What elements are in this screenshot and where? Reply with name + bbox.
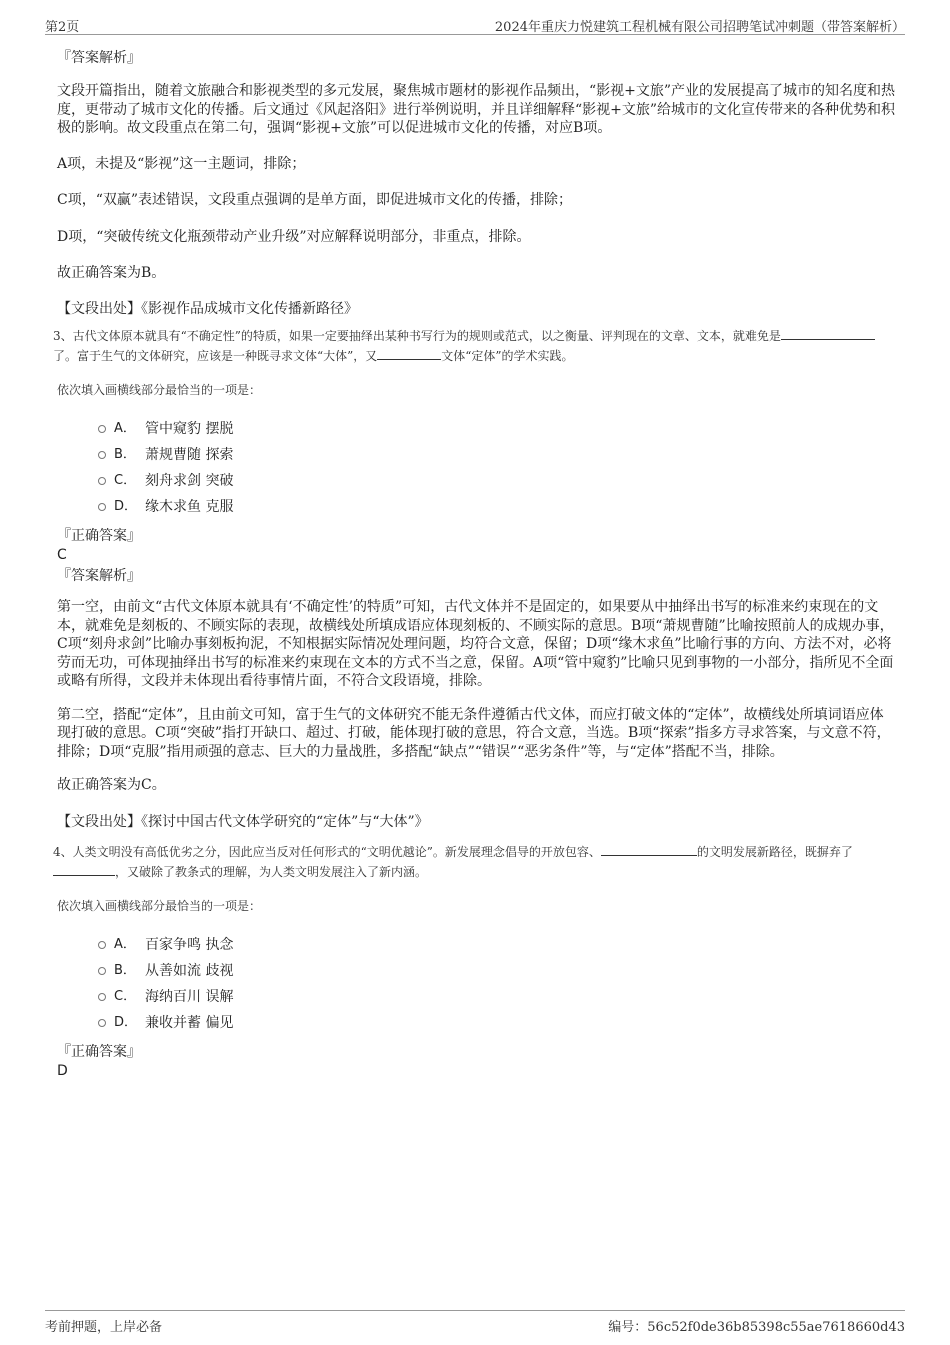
q2-analysis-paragraph-1: 文段开篇指出，随着文旅融合和影视类型的多元发展，聚焦城市题材的影视作品频出，“影视+文旅”产业的发展提高了城市的知名度和热度，更带动了城市文化的传播。后文通过《风起洛阳》进行举例说明，并且详细解释“影视+文旅”给城市的文化宣传带来的各种优势和积极的影响。故文段重点在第二句，强调“影视+文旅”可以促进城市文化的传播，对应B项。 <box>57 83 896 136</box>
option-text: 兼收并蓄 偏见 <box>145 1015 234 1031</box>
q4-options <box>57 932 897 1036</box>
q4-blank-2 <box>53 863 115 876</box>
document-title: 2024年重庆力悦建筑工程机械有限公司招聘笔试冲刺题（带答案解析） <box>494 20 905 35</box>
option-text: 萧规曹随 探索 <box>145 447 234 463</box>
option-text: 缘木求鱼 克服 <box>145 499 234 515</box>
q3-analysis-paragraph-3: 故正确答案为C。 <box>57 777 166 793</box>
q4-option-b[interactable] <box>57 958 897 984</box>
radio-icon[interactable] <box>98 967 106 975</box>
q3-stem <box>53 326 897 366</box>
option-letter: C． <box>114 989 137 1004</box>
q3-instruction: 依次填入画横线部分最恰当的一项是： <box>57 383 262 397</box>
q2-analysis-paragraph-3: C项，“双赢”表述错误，文段重点强调的是单方面，即促进城市文化的传播，排除； <box>57 192 573 208</box>
q3-correct-answer: C <box>57 547 67 563</box>
option-letter: C． <box>114 473 137 488</box>
q3-stem-part1: 3、古代文体原本就具有“不确定性”的特质，如果一定要抽绎出某种书写行为的规则或范式，以之衡量、评判现在的文章、文本，就难免是 <box>53 329 781 343</box>
page-content <box>53 44 897 1080</box>
option-text: 海纳百川 误解 <box>145 989 234 1005</box>
radio-icon[interactable] <box>98 941 106 949</box>
option-letter: D． <box>114 1015 138 1030</box>
radio-icon[interactable] <box>98 451 106 459</box>
q3-option-a[interactable] <box>57 416 897 442</box>
q3-stem-part3: 文体“定体”的学术实践。 <box>441 349 574 363</box>
q3-correct-label: 『正确答案』 <box>57 528 141 544</box>
option-text: 百家争鸣 执念 <box>145 937 234 953</box>
q4-correct-answer: D <box>57 1063 68 1079</box>
radio-icon[interactable] <box>98 1019 106 1027</box>
q3-blank-1 <box>781 327 875 340</box>
q3-option-c[interactable] <box>57 468 897 494</box>
q3-source: 【文段出处】《探讨中国古代文体学研究的“定体”与“大体”》 <box>57 813 429 830</box>
q3-options <box>57 416 897 520</box>
option-letter: B． <box>114 447 136 462</box>
q3-blank-2 <box>377 347 441 360</box>
option-letter: A． <box>114 421 136 436</box>
q4-stem <box>53 842 897 882</box>
option-letter: B． <box>114 963 136 978</box>
option-letter: D． <box>114 499 138 514</box>
q4-correct-label: 『正确答案』 <box>57 1044 141 1060</box>
q4-instruction: 依次填入画横线部分最恰当的一项是： <box>57 899 262 913</box>
radio-icon[interactable] <box>98 993 106 1001</box>
q4-stem-part1: 4、人类文明没有高低优劣之分，因此应当反对任何形式的“文明优越论”。新发展理念倡导的开放包容、 <box>53 845 601 859</box>
q4-blank-1 <box>601 843 697 856</box>
q3-analysis-label: 『答案解析』 <box>57 568 141 584</box>
q2-source: 【文段出处】《影视作品成城市文化传播新路径》 <box>57 300 358 317</box>
q4-option-d[interactable] <box>57 1010 897 1036</box>
q3-option-d[interactable] <box>57 494 897 520</box>
option-text: 从善如流 歧视 <box>145 963 234 979</box>
q4-stem-part3: ，又破除了教条式的理解，为人类文明发展注入了新内涵。 <box>115 865 428 879</box>
q4-option-a[interactable] <box>57 932 897 958</box>
footer-slogan: 考前押题，上岸必备 <box>45 1320 163 1335</box>
option-text: 管中窥豹 摆脱 <box>145 421 234 437</box>
page-number: 第2页 <box>45 20 80 35</box>
q2-analysis-paragraph-2: A项，未提及“影视”这一主题词，排除； <box>57 155 306 172</box>
q3-stem-part2: 了。富于生气的文体研究，应该是一种既寻求文体“大体”，又 <box>53 349 378 363</box>
footer-serial: 编号：56c52f0de36b85398c55ae7618660d43 <box>608 1320 905 1335</box>
page-header <box>45 14 905 35</box>
q4-option-c[interactable] <box>57 984 897 1010</box>
q2-analysis-paragraph-5: 故正确答案为B。 <box>57 265 166 281</box>
option-text: 刻舟求剑 突破 <box>145 473 234 489</box>
radio-icon[interactable] <box>98 425 106 433</box>
radio-icon[interactable] <box>98 477 106 485</box>
page-footer <box>45 1310 905 1333</box>
q3-option-b[interactable] <box>57 442 897 468</box>
radio-icon[interactable] <box>98 503 106 511</box>
q3-analysis-paragraph-2: 第二空，搭配“定体”，且由前文可知，富于生气的文体研究不能无条件遵循古代文体，而应打破文体的“定体”，故横线处所填词语应体现打破的意思。C项“突破”指打开缺口、超过、打破，能体现打破的意思，符合文意，当选。B项“探索”指多方寻求答案，与文意不符，排除；D项“克服”指用顽强的意志、巨大的力量战胜，多搭配“缺点”“错误”“恶劣条件”等，与“定体”搭配不当，排除。 <box>57 706 891 760</box>
option-letter: A． <box>114 937 136 952</box>
q2-analysis-label: 『答案解析』 <box>57 50 141 66</box>
q4-stem-part2: 的文明发展新路径，既摒弃了 <box>696 845 853 859</box>
q2-analysis-paragraph-4: D项，“突破传统文化瓶颈带动产业升级”对应解释说明部分，非重点，排除。 <box>57 228 531 245</box>
q3-analysis-paragraph-1: 第一空，由前文“古代文体原本就具有‘不确定性’的特质”可知，古代文体并不是固定的，如果要从中抽绎出书写的标准来约束现在的文本，就难免是刻板的、不顾实际的表现，故横线处所填成语应体现刻板的、不顾实际的意思。B项“萧规曹随”比喻按照前人的成规办事，C项“刻舟求剑”比喻办事刻板拘泥，不知根据实际情况处理问题，均符合文意，保留；D项“缘木求鱼”比喻行事的方向、方法不对，必将劳而无功，可体现抽绎出书写的标准来约束现在文本的方式不当之意，保留。A项“管中窥豹”比喻只见到事物的一小部分，指所见不全面或略有所得，文段并未体现出看待事情片面，不符合文段语境，排除。 <box>57 599 894 689</box>
